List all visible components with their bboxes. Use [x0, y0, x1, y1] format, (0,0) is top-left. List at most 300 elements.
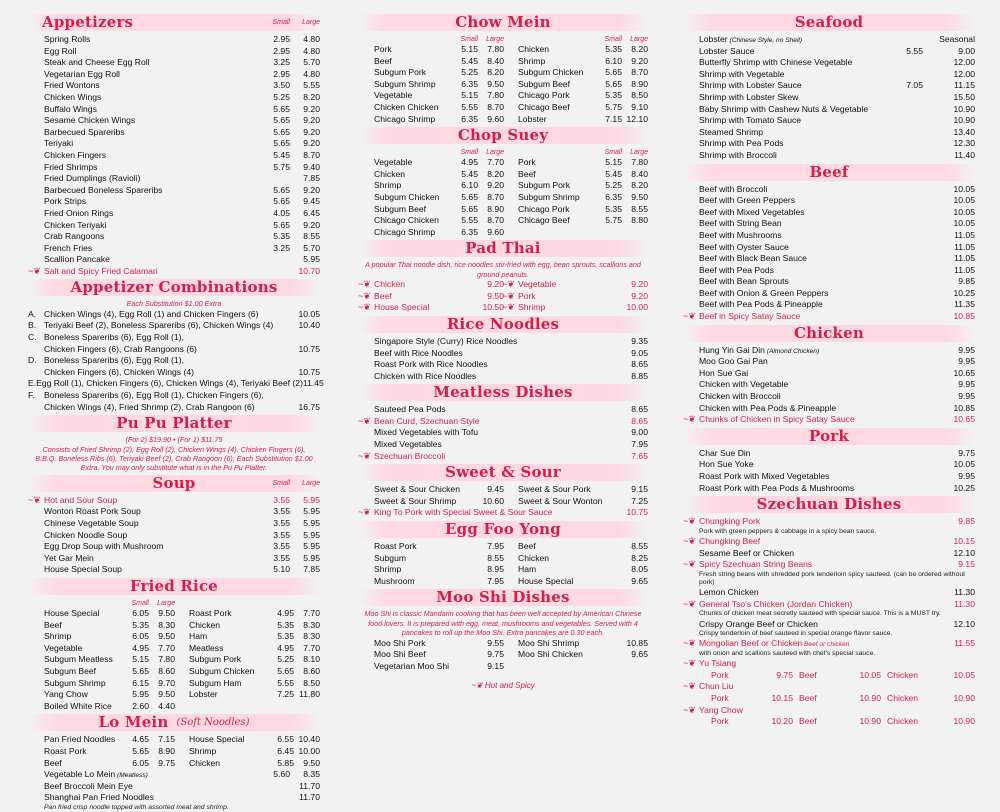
item-name: Lobster — [518, 113, 547, 124]
menu-item — [28, 127, 320, 139]
item-desc: Chunks of chicken meat secretly sauteed with special sauce. This is a MUST try. — [699, 610, 941, 618]
item-name: House Special Soup — [44, 564, 122, 575]
egg-foo-list — [358, 541, 648, 587]
item-price: 4.95 — [132, 642, 149, 653]
item-name: Vegetable — [374, 157, 413, 168]
combo-item — [28, 355, 320, 367]
item-name: Beef — [374, 290, 392, 301]
hot-legend — [358, 680, 648, 692]
item-name: Chicken with Pea Pods & Pineapple — [699, 402, 837, 413]
item-name: Bean Curd, Szechuan Style — [374, 415, 480, 426]
price-option — [887, 716, 975, 728]
section-title: Egg Foo Yong — [445, 520, 561, 539]
item-price: 8.25 — [631, 552, 648, 563]
item-price: 10.85 — [953, 402, 975, 413]
menu-item — [683, 536, 975, 548]
menu-item — [683, 69, 975, 81]
lo-mein-foot: Pan fried crisp noodle topped with assorted meat and shrimp. — [44, 803, 229, 811]
menu-item — [683, 207, 975, 219]
pad-thai-list — [358, 279, 648, 314]
menu-item — [374, 227, 504, 239]
item-price: 10.75 — [298, 343, 320, 354]
item-price: 2.60 — [132, 700, 149, 711]
item-price: 5.65 — [605, 67, 622, 78]
menu-item — [683, 276, 975, 288]
large-price: 5.95 — [303, 541, 320, 552]
menu-item — [518, 564, 648, 576]
menu-item — [683, 34, 975, 46]
item-name: Sweet & Sour Wonton — [518, 495, 603, 506]
item-name: Beef with Green Peppers — [699, 195, 796, 206]
item-name: Roast Pork — [189, 608, 232, 618]
menu-item — [189, 746, 320, 758]
item-name: Chicken Wings (4), Fried Shrimp (2), Crab Rangoon (6) — [44, 401, 255, 412]
item-price: 9.50 — [158, 689, 175, 700]
large-price: 9.00 — [958, 45, 975, 56]
large-price: 5.95 — [303, 529, 320, 540]
item-name: Spicy Szechuan String Beans — [699, 559, 813, 570]
item-price: 7.70 — [158, 642, 175, 653]
item-name: Mushroom — [374, 575, 415, 586]
item-price: 9.15 — [958, 559, 975, 570]
item-name: Roast Pork — [44, 745, 87, 756]
item-name: Chicago Beef — [518, 101, 570, 112]
item-name: Boneless Spareribs (6), Egg Roll (1), — [44, 332, 184, 343]
item-price: 8.90 — [158, 745, 175, 756]
item-price: 8.95 — [487, 564, 504, 575]
menu-item — [28, 150, 320, 162]
menu-item — [44, 643, 175, 655]
menu-item — [358, 348, 648, 360]
item-name: Shrimp — [44, 631, 72, 642]
section-title: Pork — [809, 426, 849, 445]
menu-item — [374, 576, 504, 588]
item-name: Mongolian Beef or Chicken Beef or chicken — [699, 638, 850, 649]
item-price: 5.15 — [461, 44, 478, 54]
item-desc: Fresh string beans with shredded pork tenderloin spicy sauteed. (can be ordered without pork) — [699, 570, 965, 586]
menu-item — [44, 631, 175, 643]
menu-item — [683, 516, 975, 528]
menu-item — [28, 104, 320, 116]
menu-item — [683, 391, 975, 403]
item-desc: Pork with green peppers & cabbage in a spicy bean sauce. — [699, 527, 877, 535]
item-price: 7.70 — [487, 157, 504, 168]
item-price: 6.35 — [461, 113, 478, 124]
meatless-header — [358, 384, 648, 401]
beef-header — [683, 164, 975, 181]
item-price: 9.00 — [631, 427, 648, 438]
item-price: 8.65 — [631, 359, 648, 370]
item-name: Roast Pork with Pea Pods & Mushrooms — [699, 482, 855, 493]
item-name: Steak and Cheese Egg Roll — [44, 57, 150, 68]
item-name: Chicken Wings — [44, 91, 102, 102]
menu-item — [28, 564, 320, 576]
item-name: Sesame Chicken Wings — [44, 115, 136, 126]
appetizers-header — [28, 14, 320, 31]
item-name: Vegetable Lo Mein (Meatless) — [44, 769, 148, 780]
item-price: 7.15 — [158, 734, 175, 745]
option-label: Beef — [799, 669, 817, 680]
chili-icon: ~❦ — [683, 311, 696, 322]
menu-item — [28, 541, 320, 553]
menu-item — [28, 231, 320, 243]
menu-item — [28, 208, 320, 220]
item-name: Teriyaki — [44, 138, 74, 149]
option-price: 10.90 — [953, 692, 975, 703]
large-label: Large — [630, 149, 648, 157]
item-name: Fried Wontons — [44, 80, 100, 91]
item-price: 7.80 — [631, 157, 648, 168]
item-name: House Special — [374, 302, 430, 313]
item-name: Char Sue Din — [699, 447, 751, 458]
chili-icon: ~❦ — [683, 681, 696, 692]
menu-item — [28, 530, 320, 542]
large-price: 5.95 — [303, 494, 320, 505]
item-price: 11.05 — [954, 241, 975, 252]
item-name: Spring Rolls — [44, 34, 91, 44]
menu-item — [189, 701, 320, 713]
small-price: 7.05 — [906, 80, 923, 91]
option-label: Beef — [799, 692, 817, 703]
item-name: House Special — [189, 734, 245, 745]
item-name: Chicago Pork — [518, 203, 570, 214]
item-name: Subgum Beef — [518, 78, 571, 89]
chili-icon: ~❦ — [683, 638, 696, 649]
item-name: Chinese Vegetable Soup — [44, 518, 139, 529]
small-price: 3.55 — [273, 541, 290, 552]
item-price: 9.60 — [487, 226, 504, 237]
large-price: 9.40 — [303, 161, 320, 172]
item-price: 8.70 — [487, 101, 504, 112]
item-price: 9.20 — [487, 180, 504, 191]
beef-list — [683, 184, 975, 323]
menu-item — [518, 638, 648, 650]
large-price: 9.45 — [303, 196, 320, 207]
item-name: Subgum Beef — [374, 203, 427, 214]
section-title: Meatless Dishes — [433, 383, 573, 402]
combo-letter: E. — [28, 378, 37, 389]
menu-item — [374, 204, 504, 216]
menu-item — [374, 638, 504, 650]
small-label: Small — [604, 36, 622, 43]
item-name: Beef with Pea Pods — [699, 264, 775, 275]
item-price: 7.25 — [631, 495, 648, 506]
section-subtitle: (Soft Noodles) — [176, 717, 250, 729]
item-name: Shrimp with Vegetable — [699, 68, 785, 79]
small-label: Small — [460, 36, 478, 43]
item-name: Salt and Spicy Fried Calamari — [44, 265, 158, 276]
menu-item — [683, 46, 975, 58]
item-name: Shrimp with Lobster Sauce — [699, 80, 802, 91]
item-price: 5.45 — [461, 168, 478, 179]
item-name: Subgum Pork — [189, 654, 242, 665]
item-price: 11.35 — [954, 299, 975, 310]
item-price: 9.20 — [487, 279, 504, 290]
item-price: 8.20 — [631, 180, 648, 191]
item-price: 9.15 — [487, 660, 504, 671]
item-price: 10.05 — [298, 308, 320, 319]
item-price: 12.10 — [953, 547, 975, 558]
item-note: Beef or chicken — [802, 641, 850, 649]
large-price: 4.80 — [303, 34, 320, 44]
price-option — [711, 716, 799, 728]
item-name: Shrimp with Broccoli — [699, 149, 777, 160]
menu-item — [683, 115, 975, 127]
item-price: 10.50 — [482, 302, 504, 313]
item-name: Chicken with Broccoli — [699, 391, 781, 402]
item-price: 9.75 — [487, 649, 504, 660]
menu-item — [28, 80, 320, 92]
item-name: Singapore Style (Curry) Rice Noodles — [374, 335, 518, 346]
item-name: General Tso's Chicken (Jordan Chicken) — [699, 598, 853, 609]
large-price: 9.20 — [303, 103, 320, 114]
item-desc: with onion and scallions sauteed with chef's special sauce. — [699, 649, 876, 657]
menu-item — [28, 506, 320, 518]
combo-letter: F. — [28, 390, 35, 401]
price-option — [711, 693, 799, 705]
item-name: Shrimp — [374, 180, 402, 191]
item-name: Pork Strips — [44, 196, 87, 207]
pork-list — [683, 448, 975, 494]
menu-item — [189, 654, 320, 666]
item-name: Pork — [374, 44, 392, 54]
item-name: Lobster — [189, 689, 218, 700]
appetizers-list — [28, 34, 320, 277]
combos-note: Each Substitution $1.00 Extra — [126, 299, 222, 309]
small-price: 5.10 — [273, 564, 290, 575]
menu-item — [518, 44, 648, 56]
chili-icon: ~❦ — [502, 302, 515, 313]
item-price: 10.65 — [953, 367, 975, 378]
large-price: 5.95 — [303, 254, 320, 265]
large-price: 8.70 — [303, 149, 320, 160]
item-name: Beef — [518, 541, 536, 552]
option-price: 9.75 — [776, 669, 793, 680]
item-name: Beef with Black Bean Sauce — [699, 253, 807, 264]
chicken-list — [683, 345, 975, 426]
item-name: Beef with Pea Pods & Pineapple — [699, 299, 823, 310]
menu-item — [28, 138, 320, 150]
item-price: 9.15 — [631, 484, 648, 495]
item-price: 9.95 — [958, 471, 975, 481]
option-label: Chicken — [887, 669, 919, 680]
item-price: 10.85 — [626, 637, 648, 648]
item-price: 8.20 — [487, 168, 504, 179]
item-price: 8.05 — [631, 564, 648, 575]
small-price: 2.95 — [273, 68, 290, 79]
menu-item — [358, 507, 648, 519]
szechuan-header — [683, 496, 975, 513]
combo-item — [28, 320, 320, 332]
item-price: 9.65 — [631, 575, 648, 586]
menu-item — [28, 792, 320, 804]
item-name: Steamed Shrimp — [699, 126, 764, 137]
chow-mein-list — [358, 44, 648, 125]
item-name: Beef with Onion & Green Peppers — [699, 287, 829, 298]
menu-item — [189, 643, 320, 655]
menu-item — [518, 204, 648, 216]
chow-mein-col-headers — [358, 34, 648, 44]
pupu-header — [28, 415, 320, 432]
option-label: Pork — [711, 692, 729, 703]
item-price: 5.45 — [605, 168, 622, 179]
menu-item — [374, 192, 504, 204]
chili-icon: ~❦ — [28, 494, 41, 505]
item-name: Beef with Mushrooms — [699, 229, 782, 240]
large-price: 5.55 — [303, 80, 320, 91]
chop-suey-col-headers — [358, 147, 648, 157]
item-price: 8.60 — [158, 665, 175, 676]
item-price: 10.60 — [482, 495, 504, 506]
item-price: 6.05 — [132, 631, 149, 642]
large-label: Large — [302, 19, 320, 26]
small-price: 5.65 — [273, 103, 290, 114]
menu-item — [358, 404, 648, 416]
small-label: Small — [272, 19, 290, 26]
menu-item — [683, 242, 975, 254]
large-label: Large — [486, 36, 504, 43]
large-label: Large — [157, 600, 175, 607]
menu-item — [683, 403, 975, 415]
item-name: Roast Pork — [374, 541, 417, 552]
item-name: Beef in Spicy Satay Sauce — [699, 311, 801, 322]
item-name: Meatless — [189, 642, 224, 653]
item-name: Wonton Roast Pork Soup — [44, 506, 141, 517]
item-price: 8.10 — [303, 654, 320, 665]
menu-item — [518, 496, 648, 508]
chili-icon: ~❦ — [683, 516, 696, 527]
large-price: 5.70 — [303, 57, 320, 68]
item-price: 10.05 — [953, 195, 975, 206]
item-name: Fried Dumplings (Ravioli) — [44, 173, 141, 184]
item-price: 7.80 — [487, 44, 504, 54]
menu-item — [28, 46, 320, 58]
item-name: Vegetarian Moo Shi — [374, 660, 450, 671]
small-price: 3.55 — [273, 529, 290, 540]
chicken-header — [683, 325, 975, 342]
item-price: 5.65 — [605, 78, 622, 89]
menu-item — [28, 243, 320, 255]
menu-item — [189, 620, 320, 632]
menu-item — [518, 661, 648, 673]
option-label: Chicken — [887, 692, 919, 703]
menu-item — [518, 56, 648, 68]
menu-item — [28, 173, 320, 185]
price-options — [683, 716, 975, 728]
menu-item — [683, 471, 975, 483]
meatless-list — [358, 404, 648, 462]
menu-item — [683, 345, 975, 357]
section-title: Beef — [809, 162, 849, 181]
item-price: 4.95 — [461, 157, 478, 168]
item-name: Beef — [374, 55, 392, 66]
column-middle — [358, 12, 648, 796]
item-name: Subgum Meatless — [44, 654, 113, 665]
option-price: 10.90 — [953, 716, 975, 727]
item-name: Chicken Fingers (6), Chicken Wings (4) — [44, 366, 194, 377]
option-price: 10.05 — [859, 669, 881, 680]
item-price: 4.65 — [132, 734, 149, 745]
menu-item — [683, 265, 975, 277]
menu-item — [28, 196, 320, 208]
item-price: 8.80 — [631, 215, 648, 226]
szechuan-list — [683, 516, 975, 728]
menu-item — [683, 253, 975, 265]
menu-item — [518, 90, 648, 102]
item-price: 8.20 — [487, 67, 504, 78]
item-price: 8.55 — [487, 552, 504, 563]
item-desc: Crispy tenderloin of beef sauteed in special orange flavor sauce. — [699, 630, 893, 638]
item-price: 8.30 — [303, 619, 320, 630]
small-price: 5.65 — [273, 138, 290, 149]
item-name: Scallion Pancake — [44, 254, 110, 265]
menu-item — [518, 553, 648, 565]
item-name: Ham — [518, 564, 537, 575]
menu-item — [683, 356, 975, 368]
large-price: 9.20 — [303, 115, 320, 126]
item-price: 6.35 — [461, 226, 478, 237]
item-name: Hung Yin Gai Din (Almond Chicken) — [699, 344, 820, 355]
item-price: 9.60 — [487, 113, 504, 124]
menu-item — [28, 220, 320, 232]
menu-item — [683, 705, 975, 717]
item-price: 6.45 — [277, 745, 294, 756]
item-name: Egg Roll (1), Chicken Fingers (6), Chicken Wings (4), Teriyaki Beef (2) — [36, 378, 303, 389]
item-name: Chun Liu — [699, 681, 734, 692]
item-note: (Meatless) — [115, 772, 148, 780]
small-price: 3.55 — [273, 506, 290, 517]
item-price: 9.35 — [631, 335, 648, 346]
menu-item — [683, 587, 975, 599]
item-name: Roast Pork with Mixed Vegetables — [699, 471, 830, 481]
item-name: Chicken Fingers (6), Crab Rangoons (6) — [44, 343, 197, 354]
item-price: 5.15 — [461, 90, 478, 101]
item-price: 5.35 — [132, 619, 149, 630]
item-price: 9.50 — [487, 78, 504, 89]
item-name: Shrimp — [518, 302, 546, 313]
price-option — [799, 693, 887, 705]
menu-item — [28, 185, 320, 197]
option-price: 10.05 — [953, 669, 975, 680]
menu-item — [683, 619, 975, 631]
item-name: Subgum — [374, 552, 407, 563]
item-name: Chicken — [189, 757, 221, 768]
section-title: Lo Mein — [98, 713, 169, 732]
menu-item — [358, 359, 648, 371]
item-price: 5.65 — [132, 745, 149, 756]
menu-item — [28, 69, 320, 81]
item-price: 10.65 — [953, 414, 975, 425]
menu-item — [374, 67, 504, 79]
item-price: 9.75 — [158, 757, 175, 768]
pad-thai-header — [358, 240, 648, 257]
item-price: 16.75 — [298, 401, 320, 412]
chili-icon: ~❦ — [683, 535, 696, 546]
large-price: 9.20 — [303, 219, 320, 230]
menu-item — [374, 56, 504, 68]
fried-rice-list — [28, 608, 320, 712]
small-price: 3.25 — [273, 57, 290, 68]
item-price: 5.35 — [605, 44, 622, 54]
chili-icon: ~❦ — [683, 598, 696, 609]
item-name: Boneless Spareribs (6), Egg Roll (1), — [44, 355, 184, 366]
item-price: 10.00 — [626, 302, 648, 313]
item-price: 9.50 — [158, 631, 175, 642]
item-price: 8.85 — [631, 370, 648, 381]
item-price: 5.65 — [132, 665, 149, 676]
item-name: Szechuan Broccoli — [374, 450, 446, 461]
item-name: Moo Goo Gai Pan — [699, 356, 768, 367]
